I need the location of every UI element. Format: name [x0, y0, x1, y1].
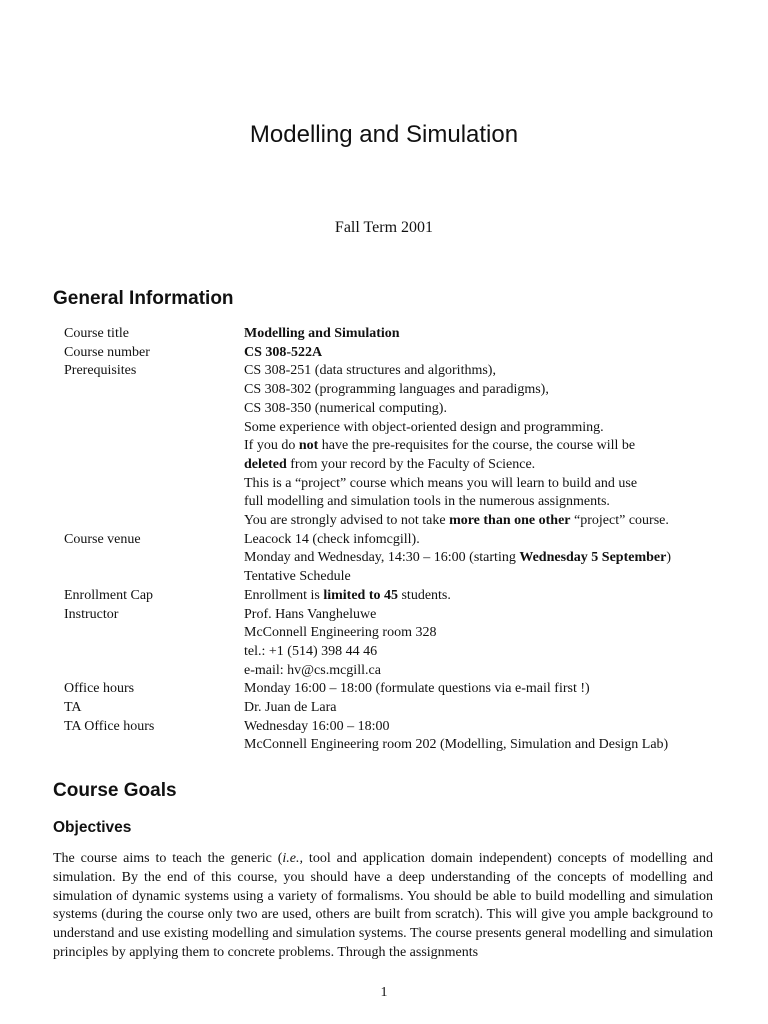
document-title: Modelling and Simulation [249, 121, 519, 148]
ta-label: TA [64, 700, 82, 716]
course-title-row [64, 325, 714, 344]
ta-value: Dr. Juan de Lara [244, 700, 337, 716]
course-venue-label: Course venue [64, 531, 141, 547]
venue-line: Leacock 14 (check infomcgill). [244, 531, 420, 547]
prerequisite-line: If you do not have the pre-requisites for the course, the course will be [244, 438, 636, 454]
instructor-email: e-mail: hv@cs.mcgill.ca [244, 662, 381, 678]
prerequisite-line: CS 308-302 (programming languages and paradigms), [244, 382, 549, 398]
objectives-paragraph: The course aims to teach the generic (i.e., tool and application domain independent) concepts of modelling and simulation. By the end of this course, you should have a deep understanding of the concepts of modelling and simulation of dynamic systems using a variety of formalisms. You should be able to build modelling and simulation systems (during the course only two are used, others are built from scratch). This will give you ample background to understand and use existing modelling and simulation systems. The course presents general modelling and simulation principles by applying them to concrete problems. Through the assignments [53, 851, 714, 960]
office-hours-label: Office hours [64, 681, 135, 697]
general-information-heading: General Information [53, 288, 234, 309]
prerequisite-line: This is a “project” course which means you will learn to build and use [244, 475, 638, 491]
prerequisites-label: Prerequisites [64, 363, 137, 379]
page-number: 1 [380, 985, 388, 1000]
enrollment-cap-value: Enrollment is limited to 45 students. [244, 587, 451, 603]
enrollment-cap-row [64, 587, 714, 606]
instructor-phone: tel.: +1 (514) 398 44 46 [244, 643, 378, 659]
ta-office-hours-label: TA Office hours [64, 718, 155, 734]
instructor-name: Prof. Hans Vangheluwe [244, 606, 377, 622]
instructor-room: McConnell Engineering room 328 [244, 625, 437, 641]
ta-row [64, 699, 714, 718]
course-number-label: Course number [64, 344, 150, 360]
prerequisite-line: CS 308-350 (numerical computing). [244, 400, 447, 416]
prerequisite-line: deleted from your record by the Faculty of Science. [244, 456, 536, 472]
office-hours-row [64, 680, 714, 699]
prerequisites-row [64, 362, 714, 530]
venue-line: Tentative Schedule [244, 569, 351, 585]
instructor-row [64, 606, 714, 681]
course-title-value: Modelling and Simulation [244, 326, 400, 341]
prerequisite-line: CS 308-251 (data structures and algorithms), [244, 363, 496, 379]
ta-office-hours-row [64, 718, 714, 755]
ta-office-hours-time: Wednesday 16:00 – 18:00 [244, 718, 390, 734]
term-subtitle: Fall Term 2001 [334, 219, 434, 236]
enrollment-cap-label: Enrollment Cap [64, 587, 154, 603]
venue-line: Monday and Wednesday, 14:30 – 16:00 (starting Wednesday 5 September) [244, 550, 672, 566]
prerequisite-line: full modelling and simulation tools in the numerous assignments. [244, 494, 610, 510]
office-hours-value: Monday 16:00 – 18:00 (formulate questions via e-mail first !) [244, 681, 590, 697]
ta-office-hours-room: McConnell Engineering room 202 (Modelling, Simulation and Design Lab) [244, 737, 669, 753]
prerequisite-line: Some experience with object-oriented design and programming. [244, 419, 604, 435]
course-venue-row [64, 531, 714, 587]
general-information-table [64, 325, 714, 755]
course-number-row [64, 344, 714, 363]
course-goals-heading: Course Goals [53, 780, 177, 801]
instructor-label: Instructor [64, 606, 119, 622]
objectives-heading: Objectives [53, 819, 132, 836]
prerequisite-line: You are strongly advised to not take more than one other “project” course. [244, 513, 669, 529]
course-title-label: Course title [64, 326, 129, 341]
course-number-value: CS 308-522A [244, 344, 323, 360]
